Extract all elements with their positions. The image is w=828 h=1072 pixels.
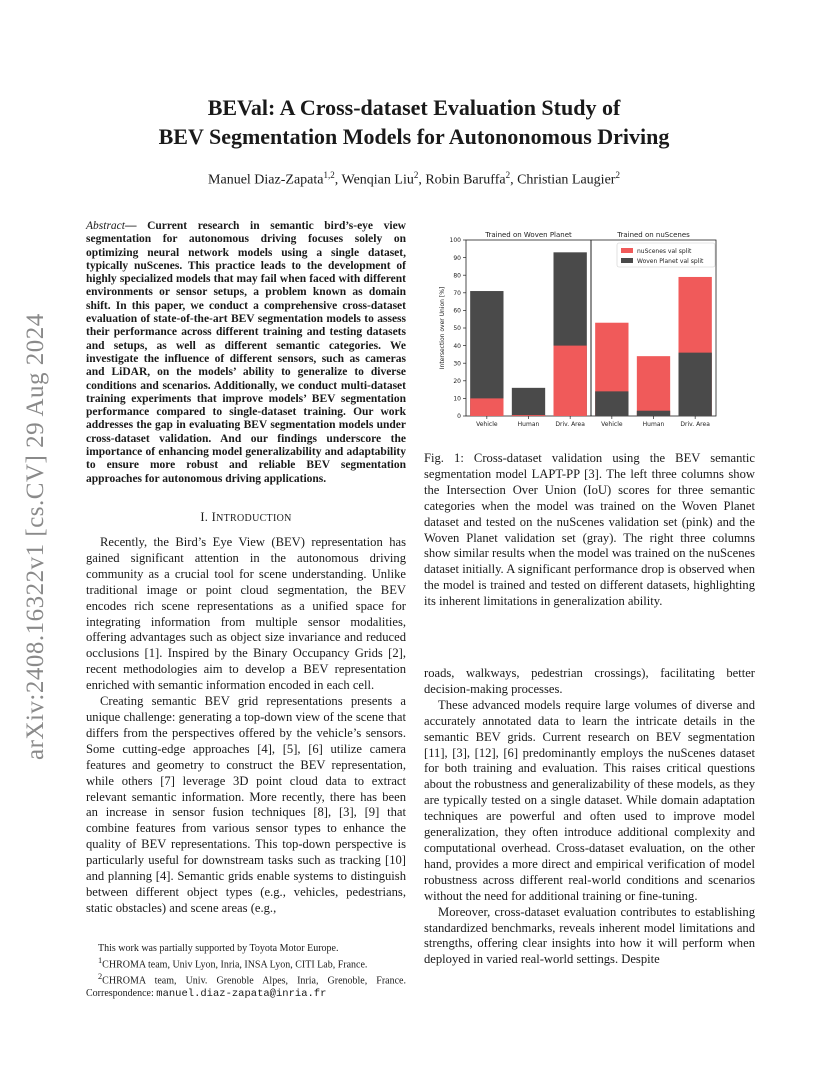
paper-title-line-2: BEV Segmentation Models for Autononomous Driving [158,124,670,149]
x-tick-label: Driv. Area [555,421,585,428]
x-tick-label: Vehicle [601,421,623,428]
bar [512,388,545,416]
bar [595,391,628,416]
author-list [0,170,828,189]
footnote-affiliation-1 [86,955,406,971]
section-title-initial: I [211,510,217,524]
bar [679,353,712,416]
right-paragraph-2: Moreover, cross-dataset evaluation contributes to establishing standardized benchmarks, reveals inherent model limitations and strengths, offering clear insights into how it will perform when deployed in varied real-world settings. Despite [424,904,755,967]
y-tick-label: 60 [453,307,461,315]
x-tick-label: Vehicle [476,421,498,428]
figure-1 [424,228,742,434]
y-tick-label: 80 [453,272,461,280]
intro-body-right [424,666,755,968]
footnote-text: CHROMA team, Univ Lyon, Inria, INSA Lyon, CITI Lab, France. [102,959,368,971]
footnote-text: CHROMA team, Univ. Grenoble Alpes, Inria, Grenoble, France. Correspondence: [86,975,406,999]
intro-paragraph-1: Recently, the Bird’s Eye View (BEV) representation has gained significant attention in the autonomous driving community as a crucial tool for scene understanding. Unlike traditional image or point cloud segmentation, the BEV encodes rich scene representations as a unified space for integrating information from multiple sensor modalities, offering advantages such as object size invariance and reduced occlusions [1]. Inspired by the Binary Occupancy Grids [2], recent methodologies aim to develop a BEV representation enriched with semantic information encoded in each cell. [86,535,406,693]
y-tick-label: 10 [453,395,461,403]
y-tick-label: 50 [453,325,461,333]
section-heading [86,510,406,525]
bar [554,346,587,416]
y-tick-label: 0 [457,413,461,421]
paper-title-line-1: BEVal: A Cross-dataset Evaluation Study of [207,95,621,120]
legend-swatch [621,248,633,253]
x-tick-label: Driv. Area [680,421,710,428]
bar [470,291,503,416]
bar [470,398,503,416]
right-paragraph-continuation: roads, walkways, pedestrian crossings), facilitating better decision-making processes. [424,666,755,696]
bar [637,356,670,416]
author-name: Wenqian Liu [341,172,414,188]
footnote-marker: 1 [98,956,103,965]
y-tick-label: 90 [453,254,461,262]
abstract-label: Abstract [86,220,125,232]
author-affiliation: 2 [413,170,419,180]
author-name: Christian Laugier [517,172,616,188]
iou-bar-chart [424,228,742,434]
section-title-rest: NTRODUCTION [216,513,292,524]
author-separator: , [334,172,342,188]
right-paragraph-1: These advanced models require large volumes of diverse and accurately annotated data to learn the intricate details in the semantic BEV grids. Current research on BEV segmentation [11], [3], [12], [6] predominantly employs the nuScenes dataset for both training and evaluation. This raises critical questions about the robustness and generalizability of these models, as they are typically tested on a single dataset. While domain adaptation techniques are powerful and often used to improve model generalization, they often introduce additional complexity and computational overhead. Cross-dataset evaluation, on the other hand, provides a more direct and empirical verification of model robustness across different real-world conditions and scenarios without the need for additional training or fine-tuning. [424,697,755,903]
bar [637,411,670,416]
y-tick-label: 40 [453,342,461,350]
abstract-text: — Current research in semantic bird’s-eye view segmentation for autonomous driving focuses solely on optimizing neural network models using a single dataset, typically nuScenes. This practice leads to the development of highly specialized models that may fail when faced with different environments or sensor setups, a problem known as domain shift. In this paper, we conduct a comprehensive cross-dataset evaluation of state-of-the-art BEV segmentation models to assess their performance across different training and testing datasets and setups, as well as different semantic categories. We investigate the influence of different sensors, such as cameras and LiDAR, on the models’ ability to generalize to diverse conditions and scenarios. Additionally, we conduct multi-dataset training experiments that improve models’ BEV segmentation performance compared to single-dataset training. Our work addresses the gap in evaluating BEV segmentation models under cross-dataset validation. And our findings underscore the importance of enhancing model generalizability and adaptability to ensure more robust and reliable BEV segmentation approaches for autonomous driving applications. [86,220,406,485]
author-name: Robin Baruffa [425,172,506,188]
correspondence-email[interactable]: manuel.diaz-zapata@inria.fr [156,987,327,1000]
y-tick-label: 70 [453,290,461,297]
y-tick-label: 20 [453,378,461,385]
bar [512,415,545,416]
y-tick-label: 30 [453,360,461,368]
author-separator: , [418,172,426,188]
footnote-funding: This work was partially supported by Toyota Motor Europe. [98,943,339,954]
panel-title: Trained on nuScenes [617,231,690,239]
y-tick-label: 100 [449,237,461,245]
author-affiliation: 2 [615,170,620,180]
footnote-affiliation-2 [86,971,406,999]
panel-title: Trained on Woven Planet [485,231,572,239]
x-tick-label: Human [642,421,665,428]
intro-body-left [86,535,406,917]
arxiv-stamp: arXiv:2408.16322v1 [cs.CV] 29 Aug 2024 [22,313,49,760]
y-axis-label: Intersection over Union [%] [439,286,446,370]
author-affiliation: 2 [505,170,511,180]
author-separator: , [510,172,518,188]
footnote-marker: 2 [98,972,103,982]
legend-label: Woven Planet val split [637,258,704,265]
x-tick-label: Human [517,421,540,428]
abstract [86,220,406,486]
legend-label: nuScenes val split [637,248,692,255]
legend-swatch [621,258,633,263]
author-name: Manuel Diaz-Zapata [208,172,324,188]
intro-paragraph-2: Creating semantic BEV grid representations presents a unique challenge: generating a top-down view of the scene that differs from the perspectives offered by the vehicle’s sensors. Some cutting-edge approaches [4], [5], [6] utilize camera features and geometry to construct the BEV representation, while others [7] leverage 3D point cloud data to extract relevant semantic information. More recently, there has been an increase in sensor fusion techniques [8], [3], [9] that combine features from various sensor types to enhance the quality of BEV representations. This top-down perspective is particularly useful for downstream tasks such as tracking [10] and planning [4]. Semantic grids enable systems to distinguish between different object types (e.g., vehicles, pedestrians, static obstacles) and scene areas (e.g., [86,694,406,915]
author-affiliation: 1,2 [323,170,335,180]
paper-title [0,93,828,151]
footnotes [86,943,406,1000]
figure-caption: Fig. 1: Cross-dataset validation using the BEV semantic segmentation model LAPT-PP [3]. The left three columns show the Intersection Over Union (IoU) scores for three semantic categories when the model was trained on the Woven Planet dataset and tested on the nuScenes validation set (pink) and the Woven Planet validation set (gray). The right three columns show similar results when the model was trained on the nuScenes dataset initially. A significant performance drop is observed when the model is trained and tested on different datasets, highlighting its inherent limitations in generalization ability. [424,451,755,609]
section-number: I. [200,510,209,524]
